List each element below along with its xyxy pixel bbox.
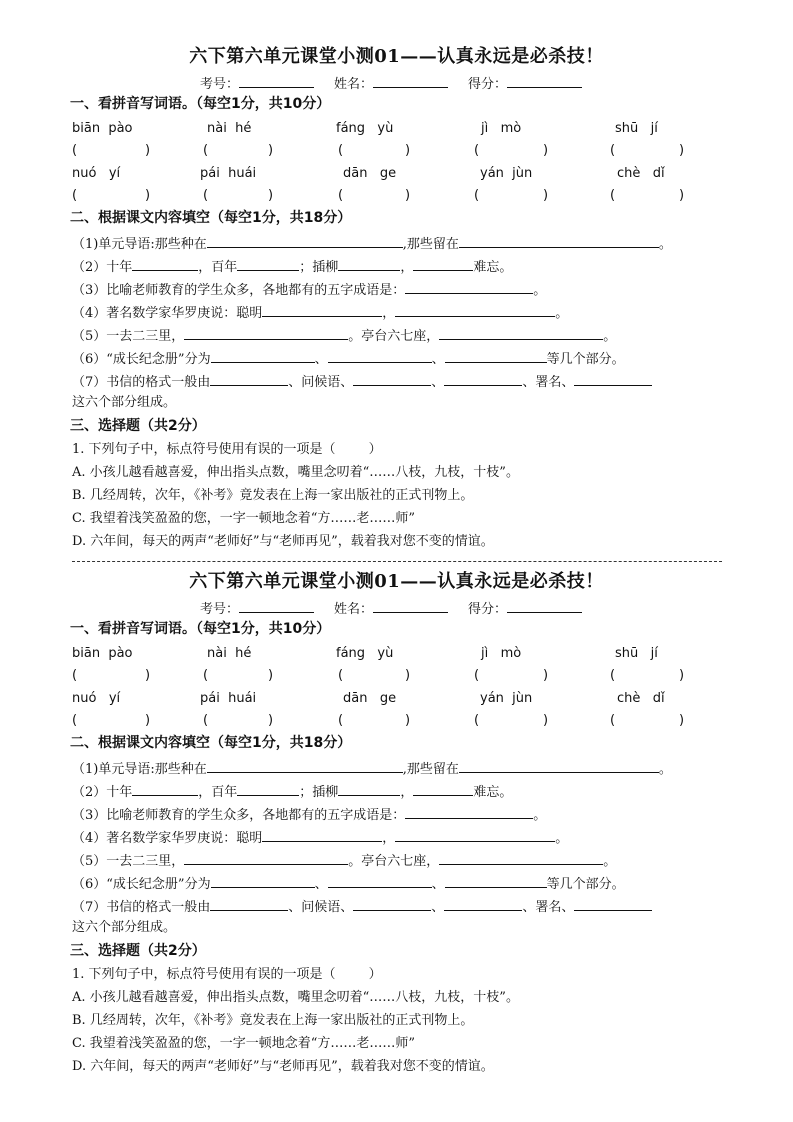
blank[interactable] xyxy=(353,373,431,386)
student-info-line xyxy=(200,75,602,91)
answer-paren-left: ( xyxy=(338,188,344,203)
name-field[interactable] xyxy=(373,75,448,88)
blank[interactable] xyxy=(132,258,198,271)
blank[interactable] xyxy=(211,875,315,888)
pinyin-word: chè dǐ xyxy=(617,166,665,181)
answer-paren-right: ) xyxy=(679,668,685,683)
answer-paren-left: ( xyxy=(610,713,616,728)
score-label: 得分： xyxy=(468,77,508,92)
blank[interactable] xyxy=(439,327,603,340)
fill-line-2: （2）十年 ，百年 ；插柳 ， 难忘。 xyxy=(72,785,513,800)
blank[interactable] xyxy=(237,258,299,271)
fill-line-8: 这六个部分组成。 xyxy=(72,395,177,410)
answer-paren-left: ( xyxy=(203,668,209,683)
choice-question: 1. 下列句子中，标点符号使用有误的一项是（ ） xyxy=(72,967,382,982)
blank[interactable] xyxy=(132,783,198,796)
blank[interactable] xyxy=(237,783,299,796)
page-title: 六下第六单元课堂小测01——认真永远是必杀技！ xyxy=(189,571,604,592)
answer-paren-left: ( xyxy=(338,143,344,158)
answer-paren-left: ( xyxy=(338,668,344,683)
answer-paren-right: ) xyxy=(405,143,411,158)
answer-paren-left: ( xyxy=(474,713,480,728)
name-label: 姓名： xyxy=(334,77,374,92)
fill-line-7: （7）书信的格式一般由 、问候语、 、 、署名、 xyxy=(72,373,652,389)
blank[interactable] xyxy=(395,304,555,317)
answer-paren-left: ( xyxy=(203,188,209,203)
score-field[interactable] xyxy=(507,75,582,88)
blank[interactable] xyxy=(262,829,382,842)
fill-line-8: 这六个部分组成。 xyxy=(72,920,177,935)
fill-line-5: （5）一去二三里， 。亭台六七座， 。 xyxy=(72,854,617,869)
answer-paren-left: ( xyxy=(474,668,480,683)
answer-paren-left: ( xyxy=(72,143,78,158)
exam-no-field[interactable] xyxy=(239,75,314,88)
pinyin-word: jì mò xyxy=(481,121,522,136)
pinyin-word: pái huái xyxy=(200,166,257,181)
choice-option-c: C. 我望着浅笑盈盈的您，一字一顿地念着“方……老……师” xyxy=(72,1036,416,1051)
fill-line-7: （7）书信的格式一般由 、问候语、 、 、署名、 xyxy=(72,898,652,914)
exam-no-label: 考号： xyxy=(200,77,240,92)
blank[interactable] xyxy=(445,350,547,363)
answer-paren-right: ) xyxy=(268,713,274,728)
fill-line-1: （1)单元导语:那些种在 ,那些留在 。 xyxy=(72,237,672,252)
answer-paren-left: ( xyxy=(610,188,616,203)
blank[interactable] xyxy=(338,258,400,271)
blank[interactable] xyxy=(184,852,348,865)
section-1-heading: 一、看拼音写词语。（每空1分，共10分） xyxy=(70,96,331,112)
answer-paren-left: ( xyxy=(610,668,616,683)
blank[interactable] xyxy=(328,350,432,363)
pinyin-word: jì mò xyxy=(481,646,522,661)
pinyin-word: biān pào xyxy=(72,121,133,136)
blank[interactable] xyxy=(574,898,652,911)
answer-paren-right: ) xyxy=(543,188,549,203)
pinyin-word: dān ge xyxy=(343,166,397,181)
section-2-heading: 二、根据课文内容填空（每空1分，共18分） xyxy=(70,735,352,751)
blank[interactable] xyxy=(445,875,547,888)
pinyin-word: nuó yí xyxy=(72,691,121,706)
choice-question: 1. 下列句子中，标点符号使用有误的一项是（ ） xyxy=(72,442,382,457)
pinyin-word: chè dǐ xyxy=(617,691,665,706)
blank[interactable] xyxy=(459,235,659,248)
answer-paren-right: ) xyxy=(145,713,151,728)
section-3-heading: 三、选择题（共2分） xyxy=(70,418,206,434)
choice-option-d: D. 六年间，每天的两声“老师好”与“老师再见”，载着我对您不变的情谊。 xyxy=(72,534,494,549)
exam-no-label: 考号： xyxy=(200,602,240,617)
name-label: 姓名： xyxy=(334,602,374,617)
blank[interactable] xyxy=(574,373,652,386)
pinyin-word: yán jùn xyxy=(480,691,533,706)
student-info-line xyxy=(200,600,602,616)
pinyin-word: biān pào xyxy=(72,646,133,661)
section-3-heading: 三、选择题（共2分） xyxy=(70,943,206,959)
answer-paren-left: ( xyxy=(610,143,616,158)
fill-line-3: （3）比喻老师教育的学生众多，各地都有的五字成语是： 。 xyxy=(72,808,547,823)
fill-line-5: （5）一去二三里， 。亭台六七座， 。 xyxy=(72,329,617,344)
blank[interactable] xyxy=(262,304,382,317)
blank[interactable] xyxy=(439,852,603,865)
answer-paren-right: ) xyxy=(679,713,685,728)
score-label: 得分： xyxy=(468,602,508,617)
answer-paren-left: ( xyxy=(338,713,344,728)
answer-paren-right: ) xyxy=(543,713,549,728)
blank[interactable] xyxy=(207,235,403,248)
answer-paren-left: ( xyxy=(72,188,78,203)
pinyin-word: nài hé xyxy=(207,646,252,661)
fill-line-2: （2）十年 ，百年 ；插柳 ， 难忘。 xyxy=(72,260,513,275)
blank[interactable] xyxy=(184,327,348,340)
answer-paren-right: ) xyxy=(268,188,274,203)
pinyin-word: fáng yù xyxy=(336,121,394,136)
score-field[interactable] xyxy=(507,600,582,613)
exam-no-field[interactable] xyxy=(239,600,314,613)
choice-option-c: C. 我望着浅笑盈盈的您，一字一顿地念着“方……老……师” xyxy=(72,511,416,526)
pinyin-word: shū jí xyxy=(615,646,658,661)
cut-line-divider xyxy=(72,561,722,562)
answer-paren-left: ( xyxy=(203,713,209,728)
answer-paren-right: ) xyxy=(268,143,274,158)
blank[interactable] xyxy=(328,875,432,888)
name-field[interactable] xyxy=(373,600,448,613)
answer-paren-right: ) xyxy=(679,188,685,203)
answer-paren-left: ( xyxy=(72,668,78,683)
blank[interactable] xyxy=(211,350,315,363)
blank[interactable] xyxy=(459,760,659,773)
answer-paren-left: ( xyxy=(474,188,480,203)
quiz-copy-1 xyxy=(0,38,793,563)
answer-paren-right: ) xyxy=(145,143,151,158)
answer-paren-left: ( xyxy=(203,143,209,158)
answer-paren-left: ( xyxy=(72,713,78,728)
choice-option-a: A. 小孩儿越看越喜爱，伸出指头点数，嘴里念叨着“……八枝，九枝，十枝”。 xyxy=(72,465,519,480)
pinyin-word: pái huái xyxy=(200,691,257,706)
blank[interactable] xyxy=(210,373,288,386)
answer-paren-right: ) xyxy=(145,188,151,203)
pinyin-word: nài hé xyxy=(207,121,252,136)
answer-paren-right: ) xyxy=(145,668,151,683)
answer-paren-right: ) xyxy=(405,668,411,683)
fill-line-6: （6）“成长纪念册”分为 、 、 等几个部分。 xyxy=(72,877,625,892)
answer-paren-right: ) xyxy=(679,143,685,158)
pinyin-word: fáng yù xyxy=(336,646,394,661)
pinyin-word: shū jí xyxy=(615,121,658,136)
answer-paren-right: ) xyxy=(543,668,549,683)
answer-paren-right: ) xyxy=(543,143,549,158)
pinyin-word: yán jùn xyxy=(480,166,533,181)
answer-paren-left: ( xyxy=(474,143,480,158)
blank[interactable] xyxy=(413,783,473,796)
fill-line-4: （4）著名数学家华罗庚说：聪明 ， 。 xyxy=(72,306,569,321)
blank[interactable] xyxy=(210,898,288,911)
choice-option-d: D. 六年间，每天的两声“老师好”与“老师再见”，载着我对您不变的情谊。 xyxy=(72,1059,494,1074)
pinyin-word: dān ge xyxy=(343,691,397,706)
choice-option-b: B. 几经周转，次年，《补考》竟发表在上海一家出版社的正式刊物上。 xyxy=(72,488,474,503)
section-1-heading: 一、看拼音写词语。（每空1分，共10分） xyxy=(70,621,331,637)
page-title: 六下第六单元课堂小测01——认真永远是必杀技！ xyxy=(189,46,604,67)
blank[interactable] xyxy=(405,281,533,294)
choice-option-a: A. 小孩儿越看越喜爱，伸出指头点数，嘴里念叨着“……八枝，九枝，十枝”。 xyxy=(72,990,519,1005)
blank[interactable] xyxy=(444,898,522,911)
fill-line-1: （1)单元导语:那些种在 ,那些留在 。 xyxy=(72,762,672,777)
fill-line-6: （6）“成长纪念册”分为 、 、 等几个部分。 xyxy=(72,352,625,367)
blank[interactable] xyxy=(207,760,403,773)
fill-line-4: （4）著名数学家华罗庚说：聪明 ， 。 xyxy=(72,831,569,846)
blank[interactable] xyxy=(444,373,522,386)
blank[interactable] xyxy=(338,783,400,796)
pinyin-word: nuó yí xyxy=(72,166,121,181)
blank[interactable] xyxy=(413,258,473,271)
section-2-heading: 二、根据课文内容填空（每空1分，共18分） xyxy=(70,210,352,226)
answer-paren-right: ) xyxy=(405,188,411,203)
blank[interactable] xyxy=(353,898,431,911)
blank[interactable] xyxy=(405,806,533,819)
answer-paren-right: ) xyxy=(268,668,274,683)
blank[interactable] xyxy=(395,829,555,842)
fill-line-3: （3）比喻老师教育的学生众多，各地都有的五字成语是： 。 xyxy=(72,283,547,298)
choice-option-b: B. 几经周转，次年，《补考》竟发表在上海一家出版社的正式刊物上。 xyxy=(72,1013,474,1028)
quiz-copy-2 xyxy=(0,563,793,1088)
answer-paren-right: ) xyxy=(405,713,411,728)
